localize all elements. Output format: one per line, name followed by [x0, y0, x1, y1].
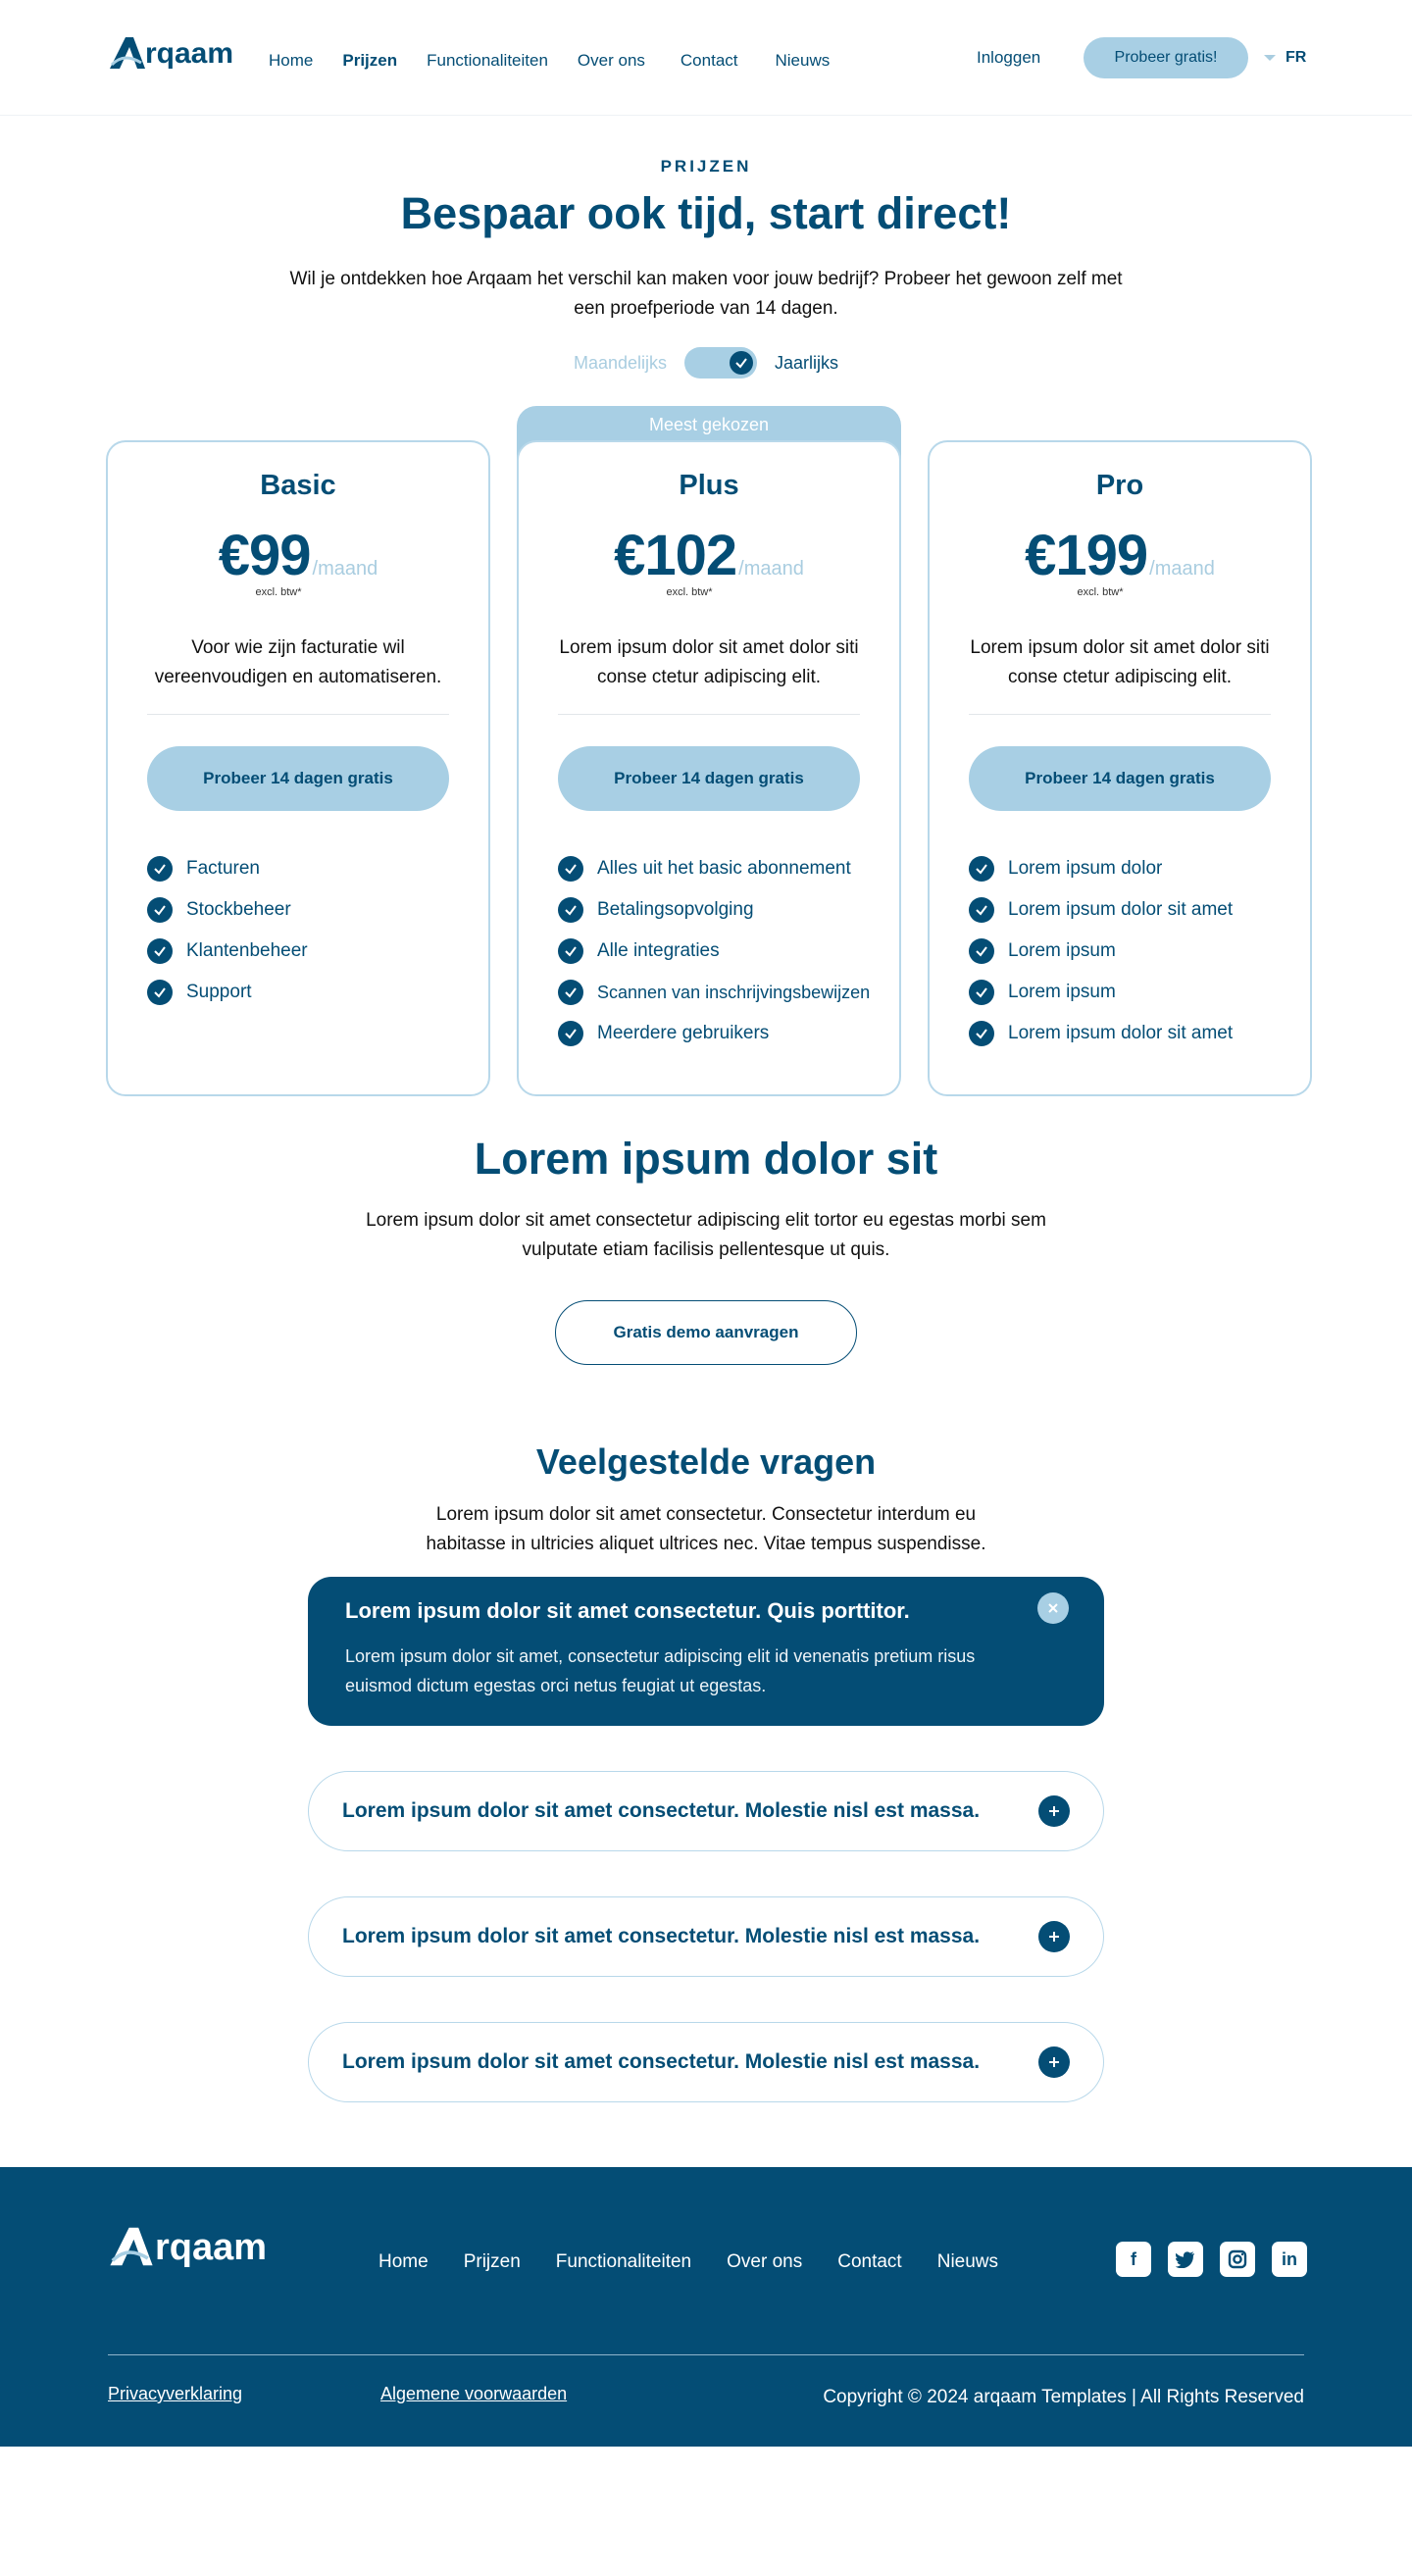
- login-link[interactable]: Inloggen: [977, 48, 1041, 67]
- close-icon[interactable]: [1037, 1592, 1069, 1624]
- plan-card-basic: [106, 440, 490, 1096]
- nav-nieuws[interactable]: Nieuws: [775, 51, 831, 70]
- instagram-icon[interactable]: [1220, 2242, 1255, 2277]
- plan-name: Plus: [679, 470, 739, 501]
- footer-nav-prijzen[interactable]: Prijzen: [463, 2251, 521, 2272]
- billing-toggle: [0, 347, 1412, 379]
- twitter-icon[interactable]: [1168, 2242, 1203, 2277]
- feature-item: [558, 972, 899, 1013]
- feature-item: [969, 889, 1310, 931]
- logo-mark-icon: [108, 2224, 155, 2269]
- footer-nav-home[interactable]: Home: [378, 2251, 429, 2272]
- feature-label: Scannen van inschrijvingsbewijzen: [597, 982, 871, 1002]
- pricing-hero: [0, 157, 1412, 379]
- nav-prijzen[interactable]: Prijzen: [342, 51, 398, 70]
- feature-item: [969, 848, 1310, 889]
- feature-item: [558, 848, 899, 889]
- language-switcher[interactable]: [1264, 49, 1306, 67]
- footer-brand-wordmark: rqaam: [155, 2227, 268, 2268]
- footer-nav-over-ons[interactable]: Over ons: [727, 2251, 803, 2272]
- feature-label: Lorem ipsum: [1008, 940, 1116, 961]
- feature-label: Support: [186, 982, 252, 1002]
- site-footer: [0, 2167, 1412, 2447]
- check-circle-icon: [969, 980, 994, 1005]
- brand-logo[interactable]: [108, 35, 233, 71]
- plan-card-plus: [517, 440, 901, 1096]
- page-title: Bespaar ook tijd, start direct!: [400, 188, 1012, 238]
- billing-switch[interactable]: [684, 347, 757, 379]
- feature-list: [969, 848, 1310, 1054]
- faq-question: Lorem ipsum dolor sit amet consectetur. Quis porttitor.: [345, 1598, 910, 1623]
- toggle-monthly-label[interactable]: Maandelijks: [573, 352, 668, 373]
- card-divider: [558, 714, 860, 715]
- copyright: Copyright © 2024 arqaam Templates | All Rights Reserved: [823, 2387, 1304, 2407]
- check-circle-icon: [147, 897, 173, 923]
- feature-list: [147, 848, 488, 1013]
- check-circle-icon: [969, 856, 994, 882]
- request-demo-button[interactable]: Gratis demo aanvragen: [555, 1300, 857, 1365]
- faq-item[interactable]: [308, 2022, 1104, 2102]
- price-amount: €102: [614, 524, 737, 587]
- privacy-link[interactable]: Privacyverklaring: [108, 2384, 243, 2403]
- faq-item-open[interactable]: [308, 1577, 1104, 1726]
- check-circle-icon: [147, 856, 173, 882]
- feature-item: [558, 931, 899, 972]
- feature-label: Alle integraties: [597, 940, 720, 961]
- feature-label: Alles uit het basic abonnement: [597, 858, 851, 879]
- feature-item: [969, 1013, 1310, 1054]
- card-divider: [969, 714, 1271, 715]
- feature-label: Klantenbeheer: [186, 940, 308, 961]
- faq-answer: Lorem ipsum dolor sit amet, consectetur adipiscing elit id venenatis pretium risus euismod dictum egestas orci netus feugiat ut egestas.: [345, 1646, 976, 1695]
- price-amount: €199: [1025, 524, 1148, 587]
- faq-section: [0, 1441, 1412, 2102]
- footer-divider: [108, 2354, 1304, 2355]
- feature-item: [147, 931, 488, 972]
- faq-title: Veelgestelde vragen: [535, 1441, 877, 1482]
- check-circle-icon: [969, 938, 994, 964]
- plan-price: [108, 524, 488, 587]
- caret-down-icon: [1264, 55, 1276, 61]
- nav-home[interactable]: Home: [269, 51, 314, 70]
- plan-description: Lorem ipsum dolor sit amet dolor siti conse ctetur adipiscing elit.: [970, 637, 1270, 687]
- feature-item: [558, 1013, 899, 1054]
- brand-wordmark: rqaam: [145, 37, 234, 70]
- plus-icon[interactable]: [1038, 1795, 1070, 1827]
- footer-nav-functionaliteiten[interactable]: Functionaliteiten: [555, 2251, 692, 2272]
- nav-functionaliteiten[interactable]: Functionaliteiten: [427, 51, 548, 70]
- toggle-yearly-label[interactable]: Jaarlijks: [775, 352, 839, 373]
- switch-knob: [730, 351, 753, 375]
- site-header: [0, 0, 1412, 116]
- check-circle-icon: [969, 897, 994, 923]
- footer-logo[interactable]: [108, 2224, 267, 2269]
- faq-question: Lorem ipsum dolor sit amet consectetur. Molestie nisl est massa.: [342, 1925, 981, 1947]
- faq-item[interactable]: [308, 1896, 1104, 1977]
- social-links: [1116, 2242, 1307, 2277]
- check-circle-icon: [558, 938, 583, 964]
- hero-intro: Wil je ontdekken hoe Arqaam het verschil kan maken voor jouw bedrijf? Probeer het gewoon zelf met een proefperiode van 14 dagen.: [289, 269, 1123, 319]
- section-eyebrow: PRIJZEN: [660, 157, 752, 176]
- plan-description: Lorem ipsum dolor sit amet dolor siti conse ctetur adipiscing elit.: [559, 637, 859, 687]
- language-label: FR: [1286, 49, 1307, 66]
- nav-over-ons[interactable]: Over ons: [577, 51, 645, 70]
- popular-badge: Meest gekozen: [517, 406, 901, 475]
- price-period: /maand: [312, 558, 378, 580]
- plan-price: [519, 524, 899, 587]
- pricing-cards: [0, 406, 1412, 1112]
- logo-mark-icon: [108, 35, 147, 71]
- check-circle-icon: [558, 1021, 583, 1046]
- vat-note: excl. btw*: [666, 586, 713, 598]
- feature-label: Stockbeheer: [186, 899, 291, 920]
- demo-title: Lorem ipsum dolor sit: [474, 1134, 938, 1184]
- check-circle-icon: [147, 938, 173, 964]
- footer-nav-contact[interactable]: Contact: [837, 2251, 902, 2272]
- check-circle-icon: [558, 980, 583, 1005]
- facebook-icon[interactable]: f: [1116, 2242, 1151, 2277]
- check-circle-icon: [969, 1021, 994, 1046]
- plan-trial-button[interactable]: Probeer 14 dagen gratis: [969, 746, 1271, 811]
- footer-nav: [378, 2251, 1034, 2273]
- price-period: /maand: [1149, 558, 1215, 580]
- vat-note: excl. btw*: [255, 586, 302, 598]
- vat-note: excl. btw*: [1077, 586, 1124, 598]
- feature-label: Lorem ipsum dolor sit amet: [1008, 899, 1234, 920]
- faq-question: Lorem ipsum dolor sit amet consectetur. Molestie nisl est massa.: [342, 1799, 981, 1822]
- feature-item: [147, 848, 488, 889]
- feature-label: Lorem ipsum: [1008, 982, 1116, 1002]
- feature-label: Meerdere gebruikers: [597, 1023, 770, 1043]
- plan-card-pro: [928, 440, 1312, 1096]
- price-amount: €99: [218, 524, 311, 587]
- feature-item: [558, 889, 899, 931]
- plan-name: Pro: [1095, 470, 1144, 501]
- linkedin-icon[interactable]: in: [1272, 2242, 1307, 2277]
- feature-label: Betalingsopvolging: [597, 899, 754, 920]
- faq-question: Lorem ipsum dolor sit amet consectetur. Molestie nisl est massa.: [342, 2050, 981, 2073]
- price-period: /maand: [738, 558, 804, 580]
- footer-nav-nieuws[interactable]: Nieuws: [936, 2251, 999, 2272]
- nav-contact[interactable]: Contact: [680, 51, 738, 70]
- plan-price: [930, 524, 1310, 587]
- try-free-button[interactable]: Probeer gratis!: [1084, 37, 1248, 78]
- feature-item: [147, 972, 488, 1013]
- feature-label: Lorem ipsum dolor sit amet: [1008, 1023, 1234, 1043]
- faq-intro: Lorem ipsum dolor sit amet consectetur. Consectetur interdum eu habitasse in ultricies aliquet ultrices nec. Vitae tempus suspendisse.: [426, 1504, 986, 1554]
- card-divider: [147, 714, 449, 715]
- feature-item: [147, 889, 488, 931]
- demo-section: [0, 1134, 1412, 1365]
- plus-icon[interactable]: [1038, 1921, 1070, 1952]
- feature-item: [969, 931, 1310, 972]
- plan-trial-button[interactable]: Probeer 14 dagen gratis: [558, 746, 860, 811]
- demo-text: Lorem ipsum dolor sit amet consectetur adipiscing elit tortor eu egestas morbi sem vulputate etiam facilisis pellentesque ut quis.: [366, 1210, 1046, 1260]
- check-circle-icon: [558, 897, 583, 923]
- plan-description: Voor wie zijn facturatie wil vereenvoudigen en automatiseren.: [154, 637, 442, 687]
- plan-trial-button[interactable]: Probeer 14 dagen gratis: [147, 746, 449, 811]
- feature-item: [969, 972, 1310, 1013]
- plan-name: Basic: [260, 470, 336, 501]
- faq-item[interactable]: [308, 1771, 1104, 1851]
- main-nav: [269, 51, 859, 71]
- terms-link[interactable]: Algemene voorwaarden: [380, 2384, 568, 2403]
- feature-list: [558, 848, 899, 1054]
- check-circle-icon: [558, 856, 583, 882]
- feature-label: Lorem ipsum dolor: [1008, 858, 1163, 879]
- check-icon: [734, 356, 748, 370]
- feature-label: Facturen: [186, 858, 260, 879]
- plus-icon[interactable]: [1038, 2046, 1070, 2078]
- check-circle-icon: [147, 980, 173, 1005]
